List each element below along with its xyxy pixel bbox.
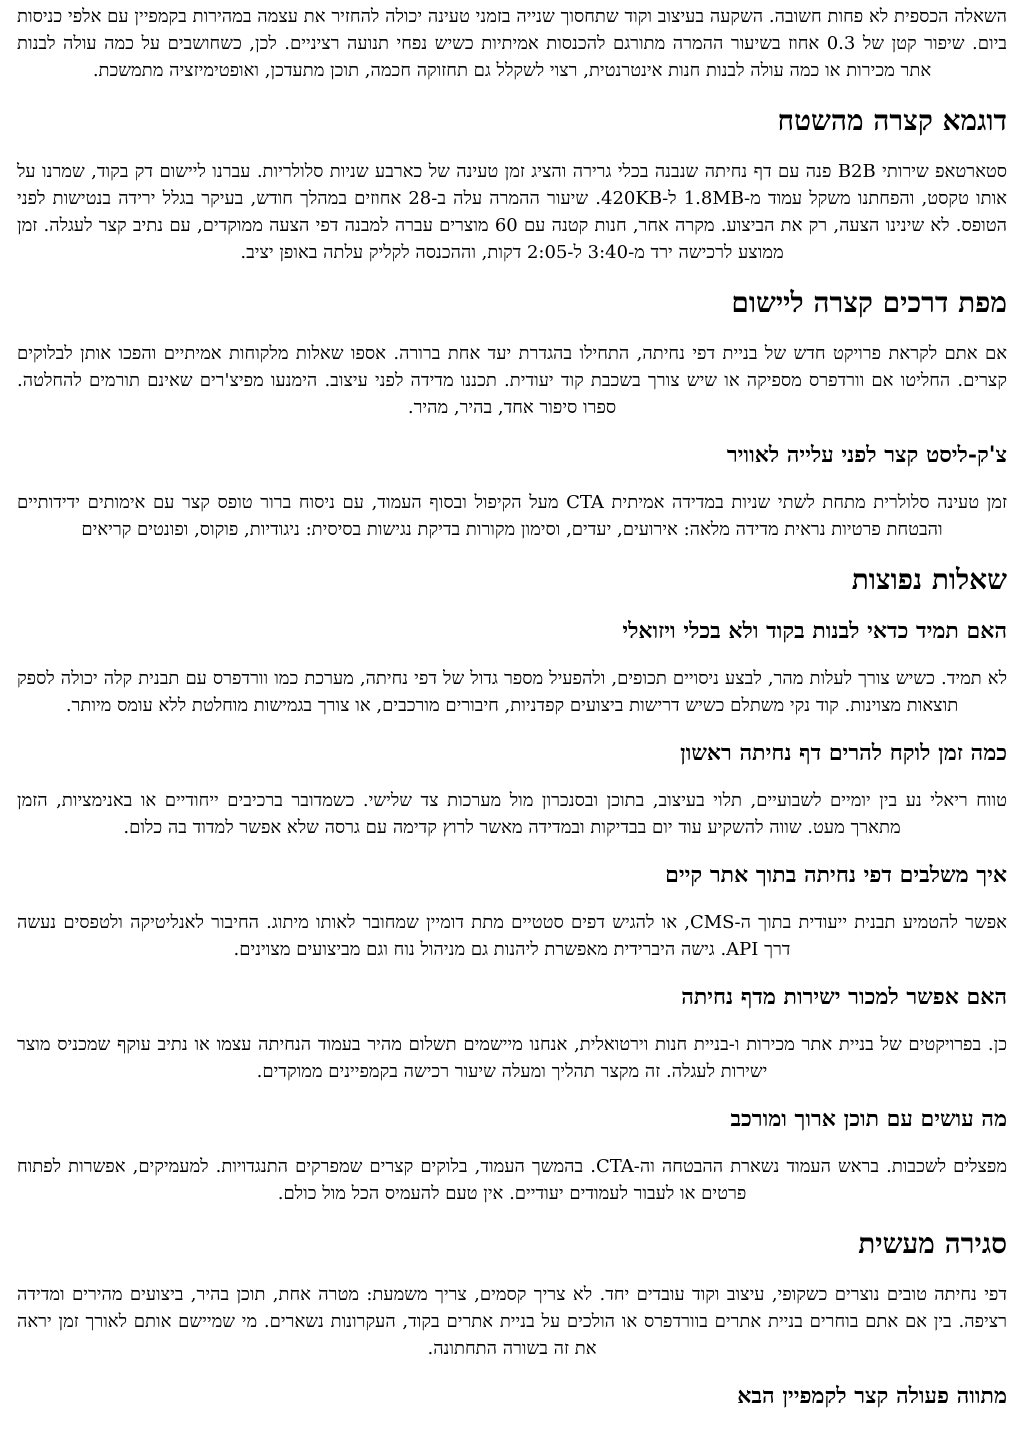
paragraph-checklist: זמן טעינה סלולרית מתחת לשתי שניות במדידה אמיתית CTA מעל הקיפול ובסוף העמוד, עם ניסוח ברור טופס קצר עם אימותים ידידותיים והבטחת פרטיות נראית מדידה מלאה: אירועים, יעדים, וסימון מקורות בדיקת נגישות בסיסית: ניגודיות, פוקוס, ופונטים קריאים	[17, 492, 1007, 540]
faq-answer-sell-from-landing-page: כן. בפרויקטים של בניית אתר מכירות ו-בניית חנות וירטואלית, אנחנו מיישמים תשלום מהיר בעמוד הנחיתה עצמו או נתיב עוקף שמכניס מוצר ישירות לעגלה. זה מקצר תהליך ומעלה שיעור רכישה בקמפיינים ממוקדים.	[17, 1034, 1007, 1082]
heading-action-plan-next-campaign: מתווה פעולה קצר לקמפיין הבא	[737, 1383, 1007, 1409]
heading-practical-closing: סגירה מעשית	[858, 1227, 1007, 1260]
faq-answer-long-content: מפצלים לשכבות. בראש העמוד נשארת ההבטחה וה-CTA. בהמשך העמוד, בלוקים קצרים שמפרקים התנגדויות. למעמיקים, אפשרות לפתוח פרטים או לעבור לעמודים יעודיים. אין טעם להעמיס הכל מול כולם.	[17, 1156, 1008, 1204]
faq-question-integrate-existing-site: איך משלבים דפי נחיתה בתוך אתר קיים	[665, 862, 1007, 888]
faq-question-time-to-launch: כמה זמן לוקח להרים דף נחיתה ראשון	[680, 740, 1007, 766]
faq-answer-time-to-launch: טווח ריאלי נע בין יומיים לשבועיים, תלוי בעיצוב, בתוכן ובסנכרון מול מערכות צד שלישי. כשמדובר ברכיבים ייחודיים או באנימציות, הזמן מתארך מעט. שווה להשקיע עוד יום בבדיקות ובמדידה מאשר לרוץ קדימה עם גרסה שלא אפשר למדוד בה כלום.	[17, 790, 1007, 838]
heading-faq: שאלות נפוצות	[851, 563, 1007, 596]
faq-question-code-vs-visual: האם תמיד כדאי לבנות בקוד ולא בכלי ויזואלי	[622, 618, 1007, 644]
paragraph-case-study: סטארטאפ שירותי B2B פנה עם דף נחיתה שנבנה בכלי גרירה והציג זמן טעינה של כארבע שניות סלולריות. עברנו ליישום דק בקוד, שמרנו על אותו טקסט, והפחתנו משקל עמוד מ-1.8MB ל-420KB. שיעור ההמרה עלה ב-28 אחוזים במהלך חודש, בעיקר בגלל ירידה בנטישות לפני הטופס. לא שינינו הצעה, רק את הביצוע. מקרה אחר, חנות קטנה עם 60 מוצרים עברה למבנה דפי הצעה ממוקדים, עם נתיב קצר לעגלה. זמן ממוצע לרכישה ירד מ-3:40 ל-2:05 דקות, וההכנסה לקליק עלתה באופן יציב.	[17, 161, 1007, 263]
paragraph-roadmap: אם אתם לקראת פרויקט חדש של בניית דפי נחיתה, התחילו בהגדרת יעד אחת ברורה. אספו שאלות מלקוחות אמיתיים והפכו אותן לבלוקים קצרים. החליטו אם וורדפרס מספיקה או שיש צורך בשכבת קוד יעודית. תכננו מדידה לפני עיצוב. הימנעו מפיצ'רים שאינם תורמים להחלטה. ספרו סיפור אחד, בהיר, מהיר.	[17, 343, 1007, 418]
heading-implementation-roadmap: מפת דרכים קצרה ליישום	[731, 286, 1007, 319]
faq-question-long-content: מה עושים עם תוכן ארוך ומורכב	[730, 1106, 1007, 1132]
faq-answer-integrate-existing-site: אפשר להטמיע תבנית ייעודית בתוך ה-CMS, או להגיש דפים סטטיים מתת דומיין שמחובר לאותו מיתוג. החיבור לאנליטיקה ולטפסים נעשה דרך API. גישה היברידית מאפשרת ליהנות גם מניהול נוח וגם מביצועים מצוינים.	[17, 912, 1007, 960]
faq-question-sell-from-landing-page: האם אפשר למכור ישירות מדף נחיתה	[681, 984, 1007, 1010]
paragraph-cost-considerations: השאלה הכספית לא פחות חשובה. השקעה בעיצוב וקוד שתחסוך שנייה בזמני טעינה יכולה להחזיר את עצמה במהירות בקמפיין עם אלפי כניסות ביום. שיפור קטן של 0.3 אחוז בשיעור ההמרה מתורגם להכנסות אמיתיות כשיש נפחי תנועה רציניים. לכן, כשחושבים על כמה עולה לבנות אתר מכירות או כמה עולה לבנות חנות אינטרנטית, רצוי לשקלל גם תחזוקה חכמה, תוכן מתעדכן, ואופטימיזציה מתמשכת.	[17, 6, 1007, 81]
heading-field-example: דוגמא קצרה מהשטח	[777, 104, 1007, 137]
paragraph-practical-closing: דפי נחיתה טובים נוצרים כשקופי, עיצוב וקוד עובדים יחד. לא צריך קסמים, צריך משמעת: מטרה אחת, תוכן בהיר, ביצועים מהירים ומדידה רציפה. בין אם אתם בוחרים בניית אתרים בוורדפרס או הולכים על בניית אתרים בקוד, העקרונות נשארים. מי שמיישם אותם לאורך זמן יראה את זה בשורה התחתונה.	[17, 1284, 1007, 1359]
faq-answer-code-vs-visual: לא תמיד. כשיש צורך לעלות מהר, לבצע ניסויים תכופים, ולהפעיל מספר גדול של דפי נחיתה, מערכת כמו וורדפרס עם תבנית קלה יכולה לספק תוצאות מצוינות. קוד נקי משתלם כשיש דרישות ביצועים קפדניות, חיבורים מורכבים, או צורך בגמישות מוחלטת ללא עומס מיותר.	[17, 668, 1007, 716]
heading-prelaunch-checklist: צ'ק-ליסט קצר לפני עלייה לאוויר	[726, 442, 1007, 468]
